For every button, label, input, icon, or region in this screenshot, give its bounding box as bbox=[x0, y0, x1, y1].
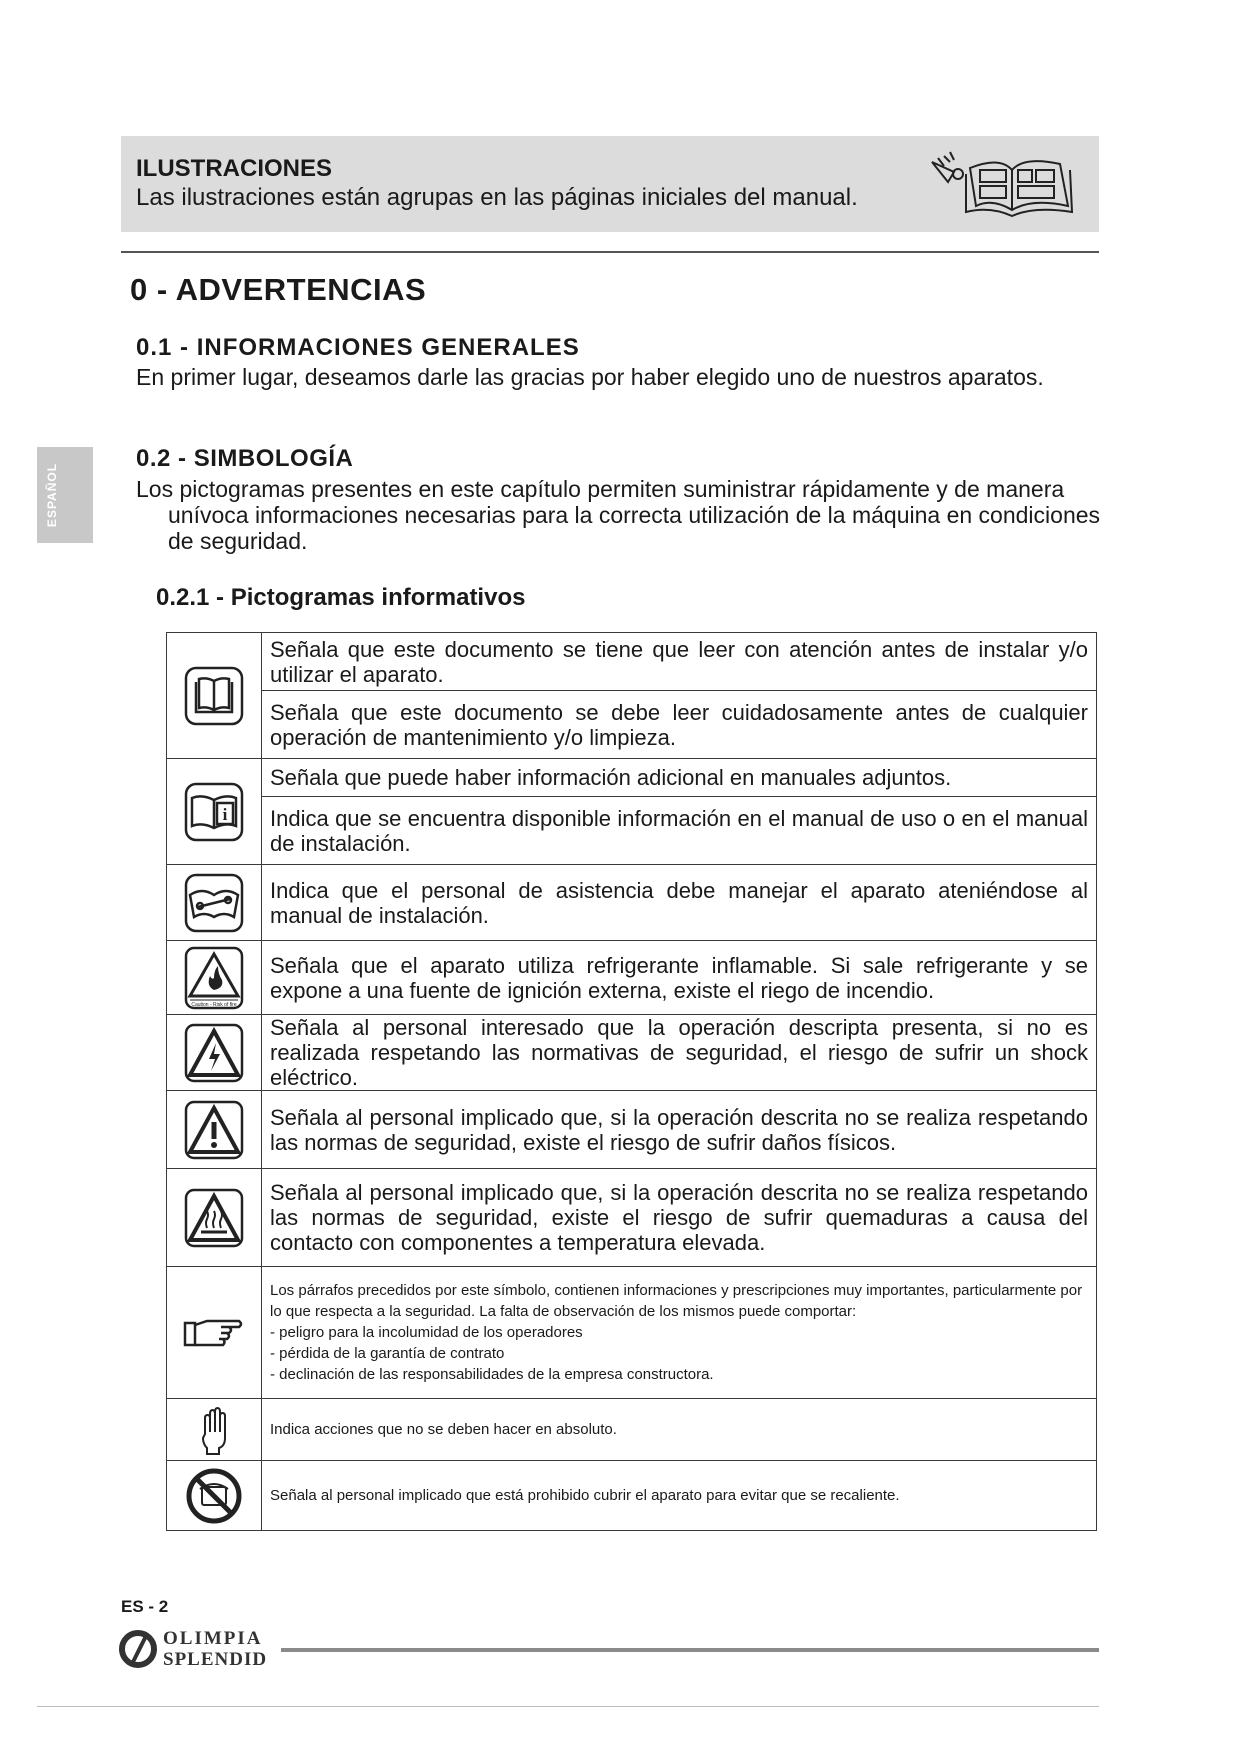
pictogram-text: Señala al personal implicado que está prohibido cubrir el aparato para evitar que se recaliente. bbox=[262, 1461, 1097, 1531]
pictogram-text: Indica que se encuentra disponible información en el manual de uso o en el manual de instalación. bbox=[262, 797, 1097, 865]
pictogram-cell bbox=[167, 633, 262, 759]
flammable-icon-caption: Caution - Risk of fire bbox=[191, 1001, 237, 1008]
list-item: - pérdida de la garantía de contrato bbox=[270, 1345, 505, 1362]
pictogram-cell bbox=[167, 1399, 262, 1461]
section-0-heading: 0 - ADVERTENCIAS bbox=[130, 272, 427, 307]
pictogram-cell bbox=[167, 1091, 262, 1169]
section-01-heading: 0.1 - INFORMACIONES GENERALES bbox=[136, 334, 580, 361]
open-book-magnifier-icon bbox=[920, 148, 1090, 220]
pictogram-cell bbox=[167, 1461, 262, 1531]
language-side-tab bbox=[37, 447, 93, 543]
electric-shock-warning-icon bbox=[184, 1023, 244, 1083]
read-manual-icon bbox=[184, 666, 244, 726]
important-notice-intro: Los párrafos precedidos por este símbolo, contienen informaciones y prescripciones muy importantes, particularmente por lo que respecta a la seguridad. La falta de observación de los mismos puede comportar: bbox=[270, 1282, 1083, 1320]
do-not-cover-icon bbox=[185, 1467, 243, 1525]
pointing-hand-icon bbox=[183, 1315, 245, 1351]
general-warning-icon bbox=[184, 1100, 244, 1160]
olimpia-splendid-logo-icon bbox=[119, 1628, 161, 1670]
footer-rule bbox=[281, 1648, 1099, 1652]
svg-text:i: i bbox=[222, 804, 228, 824]
section-02-text: Los pictogramas presentes en este capítulo permiten suministrar rápidamente y de manera unívoca informaciones necesarias para la correcta utilización de la máquina en condiciones de seguridad. bbox=[136, 476, 1101, 554]
pictogram-text: Indica que el personal de asistencia debe manejar el aparato ateniéndose al manual de instalación. bbox=[262, 865, 1097, 941]
divider bbox=[121, 251, 1099, 253]
flammable-refrigerant-icon bbox=[184, 946, 244, 1010]
brand-name-line2: SPLENDID bbox=[163, 1649, 268, 1670]
pictogram-text: Señala que este documento se tiene que leer con atención antes de instalar y/o utilizar el aparato. bbox=[262, 633, 1097, 691]
list-item: - peligro para la incolumidad de los operadores bbox=[270, 1324, 583, 1341]
brand-name-line1: OLIMPIA bbox=[163, 1628, 263, 1649]
pictogram-cell bbox=[167, 1015, 262, 1091]
manual-info-icon bbox=[184, 782, 244, 842]
consequences-list bbox=[270, 1322, 1088, 1385]
section-021-heading: 0.2.1 - Pictogramas informativos bbox=[156, 584, 526, 611]
pictogram-cell bbox=[167, 865, 262, 941]
pictogram-text: Señala al personal implicado que, si la operación descrita no se realiza respetando las normas de seguridad, existe el riesgo de sufrir quemaduras a causa del contacto con componentes a temperatura elevada. bbox=[262, 1169, 1097, 1267]
raised-hand-stop-icon bbox=[199, 1404, 229, 1456]
pictogram-text: Señala que el aparato utiliza refrigerante inflamable. Si sale refrigerante y se expone a una fuente de ignición externa, existe el riego de incendio. bbox=[262, 941, 1097, 1015]
list-item: - declinación de las responsabilidades de la empresa constructora. bbox=[270, 1366, 714, 1383]
pictogram-text: Señala al personal implicado que, si la operación descrita no se realiza respetando las normas de seguridad, existe el riesgo de sufrir daños físicos. bbox=[262, 1091, 1097, 1169]
banner-text: Las ilustraciones están agrupas en las páginas iniciales del manual. bbox=[136, 184, 858, 211]
pictogram-text: Señala que puede haber información adicional en manuales adjuntos. bbox=[262, 759, 1097, 797]
pictogram-text-block bbox=[262, 1267, 1097, 1399]
banner-title: ILUSTRACIONES bbox=[136, 155, 333, 182]
pictogram-text: Indica acciones que no se deben hacer en absoluto. bbox=[262, 1399, 1097, 1461]
service-manual-icon bbox=[184, 873, 244, 933]
pictogram-table bbox=[166, 632, 1097, 1527]
hot-surface-warning-icon bbox=[184, 1188, 244, 1248]
page-bottom-rule bbox=[37, 1706, 1099, 1707]
pictogram-cell bbox=[167, 759, 262, 865]
section-02-heading: 0.2 - SIMBOLOGÍA bbox=[136, 445, 354, 472]
pictogram-cell bbox=[167, 1267, 262, 1399]
section-01-text: En primer lugar, deseamos darle las gracias por haber elegido uno de nuestros aparatos. bbox=[136, 364, 1044, 390]
pictogram-text: Señala al personal interesado que la operación descripta presenta, si no es realizada respetando las normativas de seguridad, el riesgo de sufrir un shock eléctrico. bbox=[262, 1015, 1097, 1091]
side-tab-label: ESPAÑOL bbox=[45, 462, 59, 528]
pictogram-cell bbox=[167, 1169, 262, 1267]
page-number: ES - 2 bbox=[121, 1597, 169, 1616]
pictogram-text: Señala que este documento se debe leer cuidadosamente antes de cualquier operación de mantenimiento y/o limpieza. bbox=[262, 691, 1097, 759]
pictogram-cell bbox=[167, 941, 262, 1015]
